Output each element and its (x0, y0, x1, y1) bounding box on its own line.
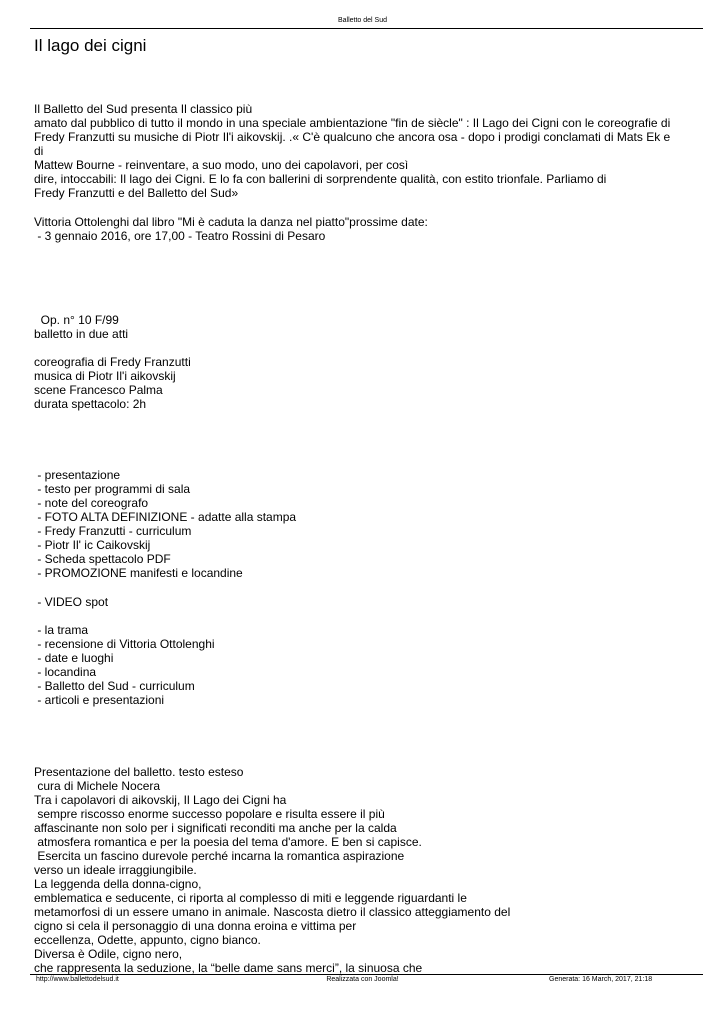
text-line: che rappresenta la seduzione, la “belle dame sans merci”, la sinuosa che (34, 961, 423, 975)
text-line: Presentazione del balletto. testo esteso (34, 765, 244, 779)
text-line: - presentazione (34, 468, 121, 482)
credits-list (34, 355, 704, 411)
text-line: affascinante non solo per i significati reconditi ma anche per la calda (34, 821, 397, 835)
text-line: metamorfosi di un essere umano in animale. Nascosta dietro il classico atteggiamento del (34, 905, 511, 919)
text-line: - VIDEO spot (34, 595, 109, 609)
text-line: cura di Michele Nocera (34, 779, 161, 793)
site-header-title: Balletto del Sud (337, 17, 388, 24)
text-line: cigno si cela il personaggio di una donna eroina e vittima per (34, 919, 357, 933)
text-line: atmosfera romantica e per la poesia del tema d'amore. E ben si capisce. (34, 835, 422, 849)
header-divider (30, 28, 703, 29)
footer-divider (30, 974, 703, 975)
text-line: balletto in due atti (34, 327, 129, 341)
text-line: - Balletto del Sud - curriculum (34, 679, 195, 693)
opus-info (34, 313, 704, 341)
footer-generated-date: Generata: 16 March, 2017, 21:18 (549, 976, 653, 983)
text-line: sempre riscosso enorme successo popolare e risulta essere il più (34, 807, 385, 821)
text-line: di (34, 144, 44, 158)
text-line: - date e luoghi (34, 651, 114, 665)
presentation-text (34, 765, 704, 975)
text-line: amato dal pubblico di tutto il mondo in una speciale ambientazione "fin de siècle" : Il Lago dei Cigni con le coreografie di (34, 116, 671, 130)
text-line: Vittoria Ottolenghi dal libro "Mi è caduta la danza nel piatto"prossime date: (34, 215, 428, 229)
review-paragraph (34, 215, 704, 243)
text-line: - PROMOZIONE manifesti e locandine (34, 566, 243, 580)
text-line: Op. n° 10 F/99 (34, 313, 119, 327)
text-line: eccellenza, Odette, appunto, cigno bianco. (34, 933, 261, 947)
text-line: - Piotr Il' ic Caikovskij (34, 538, 151, 552)
text-line: Fredy Franzutti su musiche di Piotr Il'i aikovskij. .« C'è qualcuno che ancora osa - dopo i prodigi conclamati di Mats Ek e (34, 130, 671, 144)
text-line: Esercita un fascino durevole perché incarna la romantica aspirazione (34, 849, 405, 863)
text-line: - articoli e presentazioni (34, 693, 165, 707)
text-line: emblematica e seducente, ci riporta al complesso di miti e leggende riguardanti le (34, 891, 467, 905)
text-line: - Fredy Franzutti - curriculum (34, 524, 192, 538)
text-line: - 3 gennaio 2016, ore 17,00 - Teatro Rossini di Pesaro (34, 229, 326, 243)
text-line: - note del coreografo (34, 496, 149, 510)
text-line: Fredy Franzutti e del Balletto del Sud» (34, 186, 239, 200)
text-line: - locandina (34, 665, 97, 679)
footer-generator: Realizzata con Joomla! (326, 976, 399, 983)
text-line: durata spettacolo: 2h (34, 397, 147, 411)
text-line: - FOTO ALTA DEFINIZIONE - adatte alla stampa (34, 510, 297, 524)
text-line: musica di Piotr Il'i aikovskij (34, 369, 176, 383)
text-line: verso un ideale irraggiungibile. (34, 863, 197, 877)
resources-menu-1 (34, 468, 704, 580)
text-line: Tra i capolavori di aikovskij, Il Lago dei Cigni ha (34, 793, 287, 807)
page-title: Il lago dei cigni (34, 36, 147, 55)
text-line: - recensione di Vittoria Ottolenghi (34, 637, 215, 651)
text-line: - Scheda spettacolo PDF (34, 552, 171, 566)
text-line: Il Balletto del Sud presenta Il classico più (34, 102, 253, 116)
text-line: scene Francesco Palma (34, 383, 163, 397)
text-line: - la trama (34, 623, 89, 637)
resources-menu-3 (34, 623, 704, 707)
text-line: - testo per programmi di sala (34, 482, 191, 496)
text-line: Mattew Bourne - reinventare, a suo modo, uno dei capolavori, per così (34, 158, 409, 172)
text-line: coreografia di Fredy Franzutti (34, 355, 191, 369)
text-line: dire, intoccabili: Il lago dei Cigni. E lo fa con ballerini di sorprendente qualità, con estito trionfale. Parliamo di (34, 172, 607, 186)
footer-url-link[interactable]: http://www.ballettodelsud.it (36, 976, 119, 983)
text-line: Diversa è Odile, cigno nero, (34, 947, 183, 961)
resources-menu-2 (34, 595, 704, 609)
intro-paragraph (34, 102, 704, 200)
text-line: La leggenda della donna-cigno, (34, 877, 202, 891)
